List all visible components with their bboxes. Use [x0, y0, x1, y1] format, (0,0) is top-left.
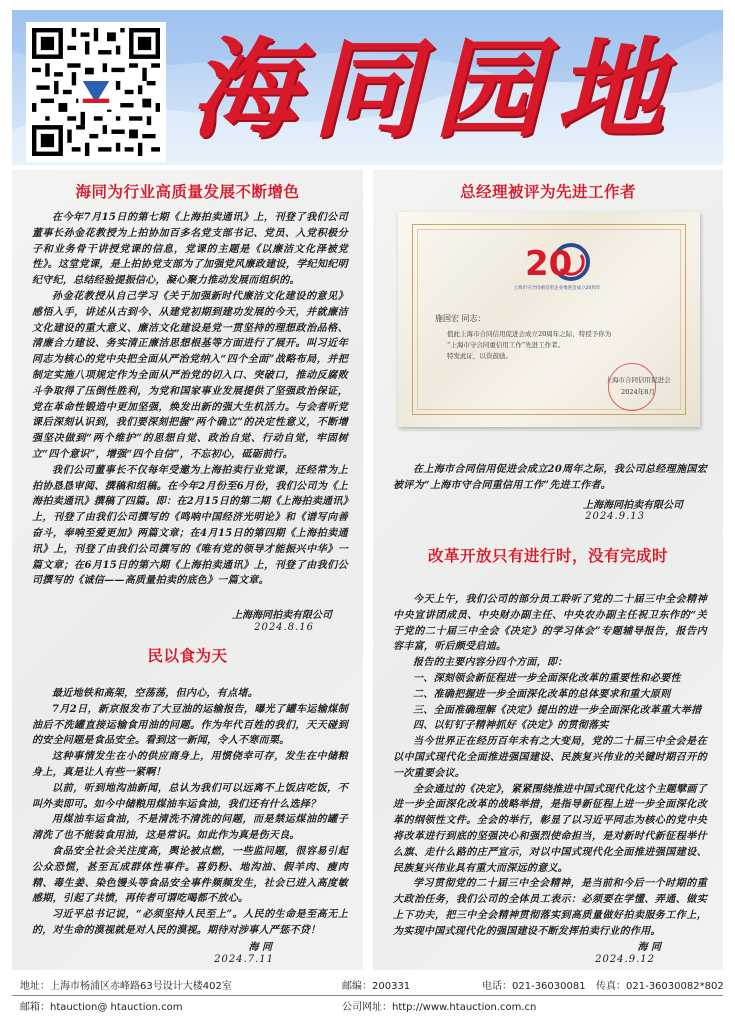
- paragraph: 食品安全社会关注度高，舆论被点燃，一些监问题，很容易引起公众恐慌，甚至瓦成群体性事件。喜奶粉、地沟油、假羊肉、瘦肉精、毒生姜、染色馒头等食品安全事件频频发生，社会已进入高度敏感期，引起了共愤，再传者可谓吃喝都不放心。: [32, 845, 348, 905]
- footer-divider: [12, 995, 723, 996]
- paragraph: 以前，听到地沟油新闻，总认为我们可以远离不上饭店吃饭，不叫外卖即可。如今中储粮用煤油车运食油，我们还有什么选择？: [32, 782, 348, 810]
- paragraph: 7月2日，新京报发布了大豆油的运输报告，曝光了罐车运输煤制油后不洗罐直接运输食用油的问题。作为年代百姓的我们，天天碰到的安全问题是食品安全。看到这一新闻，令人不寒而栗。: [32, 703, 348, 747]
- paragraph: 用煤油车运食油，不是清洗不清洗的问题，而是禁运煤油的罐子清洗了也不能装食用油，这是常识。如此作为真是伤天良。: [32, 814, 348, 842]
- certificate-issuer: 上海市合同信用促进会: [605, 376, 671, 384]
- article-date-growth: 2024.8.16: [254, 622, 314, 633]
- left-column: [12, 170, 363, 970]
- article-signature-award: 上海海同拍卖有限公司: [583, 500, 683, 511]
- footer-address: 地址：上海市杨浦区赤峰路63号设计大楼402室: [20, 981, 232, 992]
- paragraph: 特发此证，以资鼓励。: [447, 352, 512, 360]
- right-column: [373, 170, 723, 970]
- qr-code[interactable]: [26, 22, 166, 162]
- article-headline-growth: 海同为行业高质量发展不断增色: [75, 183, 300, 201]
- certificate-photo: [398, 212, 700, 427]
- footer-fax: 传真：021-36030082*802: [596, 981, 724, 992]
- article-headline-award: 总经理被评为先进工作者: [459, 183, 636, 201]
- paragraph: 全会通过的《决定》，紧紧围绕推进中国式现代化这个主题擘画了进一步全面深化改革的战略举措，是指导新征程上进一步全面深化改革的纲领性文件。全会的举行，彰显了以习近平同志为核心的党中央将改革进行到底的坚强决心和强烈使命担当，是对新时代新征程举什么旗、走什么路的庄严宣示，对以中国式现代化全面推进强国建设、民族复兴伟业具有重大而深远的意义。: [393, 783, 707, 874]
- article-signature-food: 海 同: [248, 942, 272, 953]
- paragraph: 二、准确把握进一步全面深化改革的总体要求和重大原则: [413, 688, 671, 700]
- article-date-food: 2024.7.11: [214, 954, 274, 965]
- paragraph: 四、以钉钉子精神抓好《决定》的贯彻落实: [413, 720, 609, 732]
- anniversary-logo-icon: [517, 239, 597, 285]
- article-signature-reform: 海 同: [637, 942, 661, 953]
- paragraph: 值此上海市合同信用促进会成立20周年之际，特授予你为: [447, 330, 612, 338]
- paragraph: “上海市守合同重信用工作”先进工作者。: [447, 341, 565, 349]
- article-body-award: [393, 462, 707, 494]
- cert-logo-text: 20: [525, 244, 573, 284]
- footer-contact: [12, 973, 723, 1023]
- masthead: [12, 10, 723, 165]
- paragraph: 当今世界正在经历百年未有之大变局，党的二十届三中全会是在以中国式现代化全面推进强国建设、民族复兴伟业的关键时期召开的一次重要会议。: [393, 736, 707, 779]
- paragraph: 最近地铁和高架，空荡荡，但内心，有点堵。: [52, 688, 258, 699]
- paragraph: 学习贯彻党的二十届三中全会精神，是当前和今后一个时期的重大政治任务，我们公司的全体员工表示：必须要在学懂、弄通、做实上下功夫，把三中全会精神贯彻落实到高质量做好拍卖服务工作上，为实现中国式现代化的强国建设不断发挥拍卖行业的作用。: [393, 878, 707, 937]
- paragraph: 这种事情发生在小的供应商身上，用惯侥幸可存，发生在中储粮身上，真是让人有些一紧啊！: [32, 751, 348, 778]
- article-headline-reform: 改革开放只有进行时，没有完成时: [427, 547, 668, 565]
- article-body-food: [32, 686, 348, 939]
- paragraph: 在今年7月15日的第七期《上海拍卖通讯》上，刊登了我们公司董事长孙金花教授为上拍协加百多名党支部书记、党员、入党积极分子和业务骨干讲授党课的信息，党课的主题是《以廉洁文化泽被党性》。这堂党课，是上拍协党支部为了加强党风廉政建设，学纪知纪明纪守纪，总结经验提振信心，凝心聚力推动发展而组织的。: [32, 212, 348, 287]
- paragraph: 报告的主要内容分四个方面，即：: [413, 657, 568, 669]
- article-signature-growth: 上海海同拍卖有限公司: [232, 610, 332, 621]
- paragraph: 习近平总书记说，“必须坚持人民至上”。人民的生命是至高无上的，对生命的漠视就是对人民的漠视。期待对涉事人严惩不贷！: [32, 909, 348, 936]
- article-body-reform: [393, 592, 707, 940]
- paragraph: 孙金花教授从自己学习《关于加强新时代廉洁文化建设的意见》感悟入手，讲述从古到今、从建党初期到建功发展的今天，并就廉洁文化建设的重大意义、廉洁文化建设是党一贯坚持的理想政治品格、清廉合力建设、务实清正廉洁思想根基等方面进行了展开。叫习近年同志为核心的党中央把全面从严治党纳入“四个全面”战略布局，并把制定实施八项规定作为全面从严治党的切入口、突破口，推动反腐败斗争取得了压倒性胜利，为党和国家事业发展提供了坚强政治保证，党在革命性锻造中更加坚强，焕发出新的强大生机活力。与会者听党课后深刻认识到，我们要深刻把握“两个确立”的决定性意义，不断增强坚决做到“两个维护”的思想自觉、政治自觉、行动自觉，牢固树立“四个意识”，增强“四个自信”，不忘初心，砥砺前行。: [32, 290, 348, 460]
- footer-email-link[interactable]: 邮箱：htauction@ htauction.com: [20, 1002, 183, 1013]
- certificate-date: 2024年8月: [621, 388, 655, 396]
- article-headline-food: 民以食为天: [147, 647, 228, 665]
- certificate-body: [447, 329, 667, 362]
- paragraph: 在上海市合同信用促进会成立20周年之际，我公司总经理施国宏被评为“上海市守合同重信用工作”先进工作者。: [393, 464, 707, 491]
- footer-phone: 电话：021-36030081: [482, 981, 586, 992]
- paragraph: 三、全面准确理解《决定》提出的进一步全面深化改革重大举措: [413, 704, 702, 716]
- paragraph: 一、深刻领会新征程进一步全面深化改革的重要性和必要性: [413, 672, 681, 684]
- paragraph: 今天上午，我们公司的部分员工聆听了党的二十届三中全会精神中央宣讲团成员、中央财办副主任、中央农办副主任祝卫东作的“关于党的二十届三中全会《决定》的学习体会”专题辅导报告，报告内容丰富，听后颇受启迪。: [393, 594, 707, 653]
- article-body-growth: [32, 210, 348, 589]
- column-divider: [366, 170, 369, 970]
- footer-website-link[interactable]: 公司网址：http://www.htauction.com.cn: [342, 1002, 537, 1013]
- article-date-reform: 2024.9.12: [595, 954, 655, 965]
- qr-code-icon: [32, 28, 160, 156]
- article-date-award: 2024.9.13: [585, 511, 645, 522]
- certificate-border: [412, 224, 686, 415]
- footer-postcode: 邮编：200331: [342, 981, 411, 992]
- paragraph: 我们公司董事长不仅每年受邀为上海拍卖行业党课，还经常为上拍协恳恳审阅、撰稿和组稿。在今年2月份至6月份，我们公司为《上海拍卖通讯》撰稿了四篇。即：在2月15日的第二期《上海拍卖通讯》上，刊登了由我们公司撰写的《鸣响中国经济光明论》和《谱写向善奋斗，奉响至爱更加》两篇文章；在4月15日的第四期《上海拍卖通讯》上，刊登了由我们公司撰写的《唯有党的领导才能振兴中华》一篇文章；在6月15日的第六期《上海拍卖通讯》上，刊登了由我们公司撰写的《诚信——高质量拍卖的底色》一篇文章。: [32, 464, 348, 587]
- masthead-title: 海同园地: [190, 27, 679, 153]
- certificate-org-caption: 上海市守合同重信用企业推进会成立20周年: [513, 286, 601, 291]
- certificate-recipient: 施国宏 同志：: [435, 314, 486, 323]
